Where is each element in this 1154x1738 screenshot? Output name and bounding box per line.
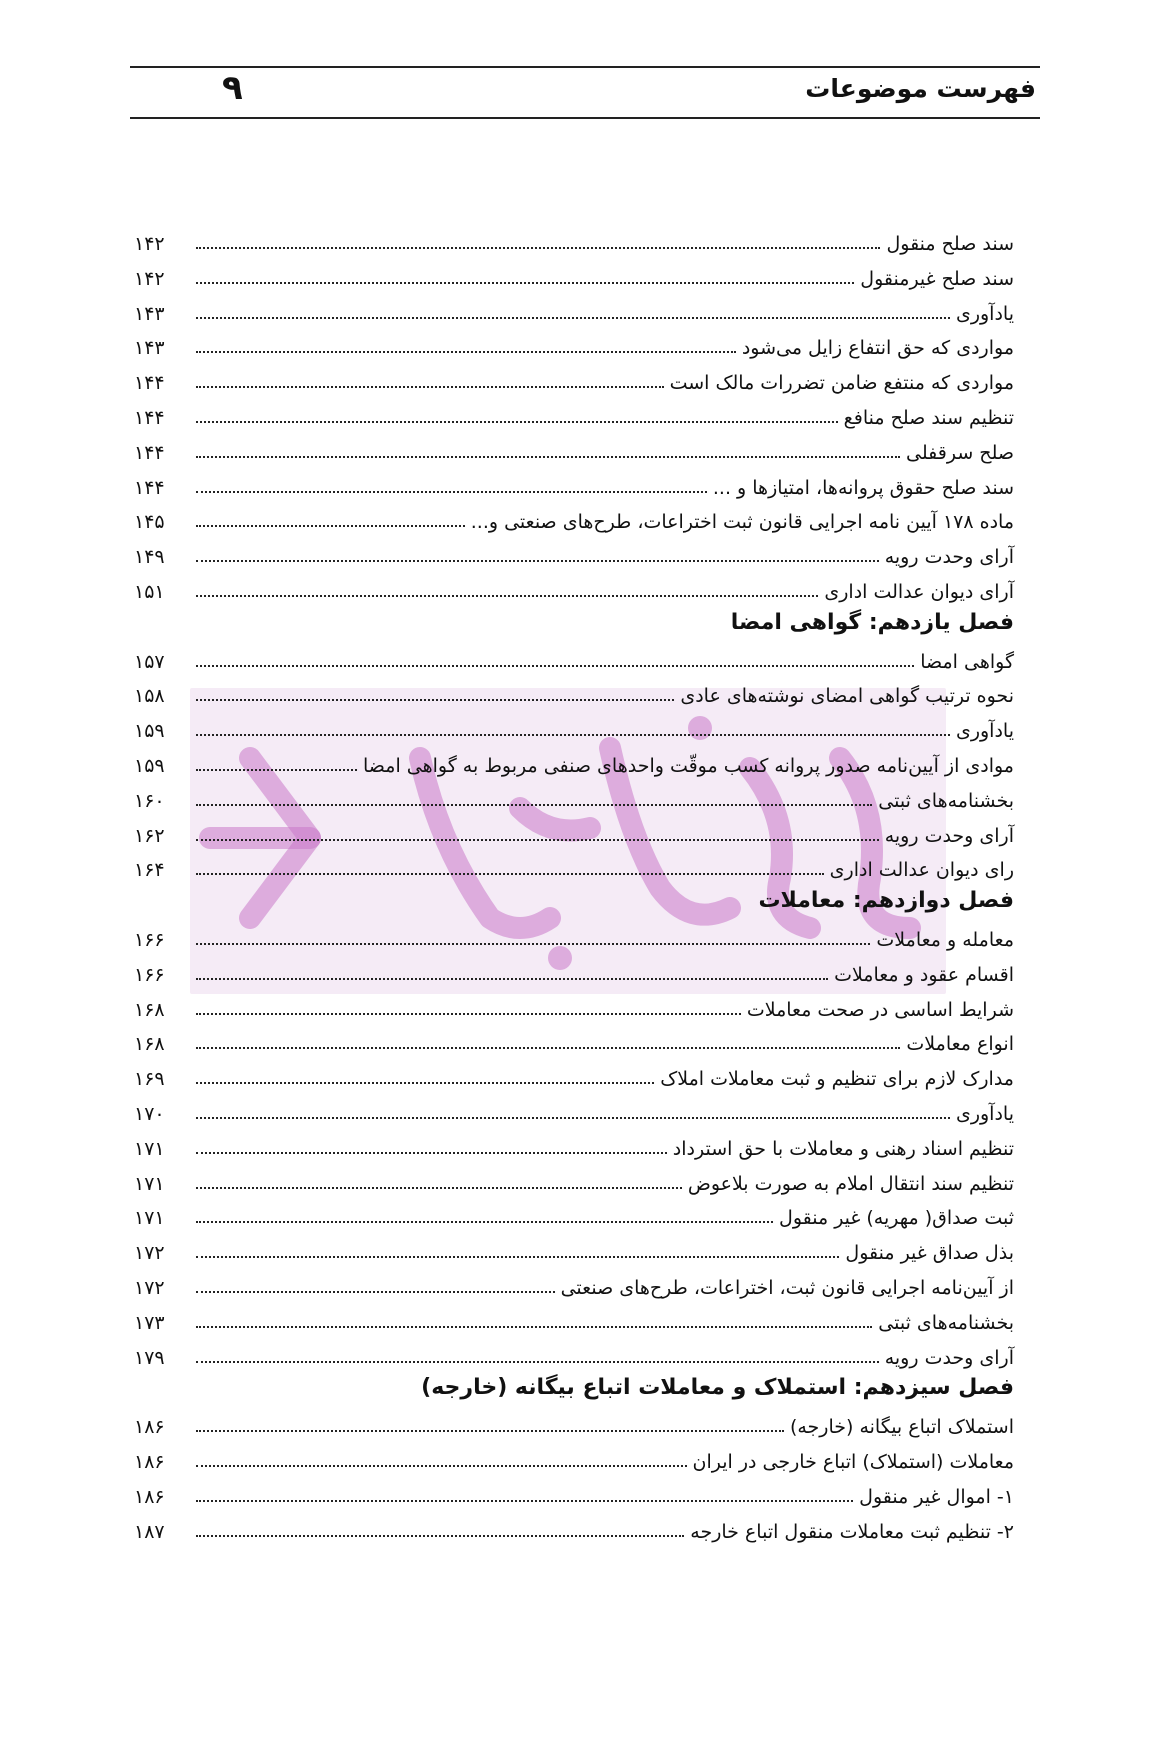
toc-entry-page: ۱۶۸ [134, 998, 165, 1021]
toc-entry[interactable] [134, 260, 1014, 290]
toc-entry-page: ۱۸۶ [134, 1451, 165, 1473]
dot-leader [196, 943, 870, 945]
toc-entry[interactable] [134, 817, 1014, 847]
chapter-heading: فصل یازدهم: گواهی امضا [730, 609, 1014, 635]
running-title: فهرست موضوعات [805, 74, 1036, 103]
toc-entry[interactable] [134, 1339, 1014, 1369]
toc-entry-title: مدارک لازم برای تنظیم و ثبت معاملات املاک [660, 1068, 1014, 1091]
toc-entry-title: یادآوری [955, 720, 1014, 743]
toc-entry-page: ۱۵۹ [134, 755, 165, 777]
toc-entry-title: اقسام عقود و معاملات [834, 963, 1014, 986]
dot-leader [196, 1221, 773, 1223]
dot-leader [196, 491, 707, 493]
toc-entry[interactable] [134, 503, 1014, 533]
dot-leader [196, 1465, 687, 1467]
toc-entry-page: ۱۷۱ [134, 1172, 165, 1195]
toc-entry-title: ۱- اموال غیر منقول [859, 1485, 1014, 1508]
toc-entry-page: ۱۴۳ [134, 302, 165, 325]
toc-entry-title: آرای دیوان عدالت اداری [824, 581, 1014, 603]
toc-entry[interactable] [134, 1478, 1014, 1508]
dot-leader [196, 421, 838, 423]
dot-leader [196, 456, 900, 458]
toc-entry-title: شرایط اساسی در صحت معاملات [746, 998, 1014, 1021]
toc-entry-title: صلح سرقفلی [906, 441, 1014, 464]
toc-entry[interactable] [134, 225, 1014, 255]
toc-entry-page: ۱۵۹ [134, 720, 165, 743]
dot-leader [196, 804, 872, 806]
toc-entry[interactable] [134, 1513, 1014, 1543]
dot-leader [196, 1082, 654, 1084]
toc-entry-title: انواع معاملات [906, 1033, 1014, 1056]
toc-entry[interactable] [134, 573, 1014, 603]
toc-entry[interactable] [134, 1130, 1014, 1160]
dot-leader [196, 1256, 839, 1258]
dot-leader [196, 317, 950, 319]
dot-leader [196, 1291, 555, 1293]
toc-entry[interactable] [134, 747, 1014, 777]
toc-entry-title: ثبت صداق( مهریه) غیر منقول [779, 1207, 1014, 1230]
dot-leader [196, 1152, 667, 1154]
toc-entry[interactable] [134, 1165, 1014, 1195]
header-rule-top [130, 66, 1040, 68]
toc-entry-title: نحوه ترتیب گواهی امضای نوشته‌های عادی [680, 685, 1014, 708]
toc-entry-title: سند صلح غیرمنقول [860, 267, 1014, 290]
toc-entry-page: ۱۷۱ [134, 1207, 165, 1230]
toc-entry-page: ۱۶۹ [134, 1068, 165, 1091]
dot-leader [196, 595, 818, 597]
dot-leader [196, 978, 828, 980]
toc-entry-page: ۱۷۰ [134, 1103, 165, 1125]
toc-entry-title: یادآوری [955, 1103, 1014, 1125]
toc-entry-page: ۱۴۲ [134, 233, 165, 255]
toc-entry[interactable] [134, 1060, 1014, 1090]
toc-entry[interactable] [134, 712, 1014, 742]
toc-entry-page: ۱۶۶ [134, 929, 165, 951]
toc-entry-page: ۱۵۸ [134, 685, 165, 708]
toc-entry-title: بذل صداق غیر منقول [845, 1242, 1014, 1265]
chapter-heading: فصل سیزدهم: استملاک و معاملات اتباع بیگانه (خارجه) [421, 1375, 1014, 1401]
header-rule-bottom [130, 117, 1040, 119]
toc-entry-title: سند صلح حقوق پروانه‌ها، امتیازها و ... [712, 476, 1014, 499]
toc-entry[interactable] [134, 364, 1014, 394]
toc-entry-page: ۱۶۰ [134, 789, 165, 812]
toc-entry[interactable] [134, 1269, 1014, 1299]
toc-entry-title: آرای وحدت رویه [884, 1346, 1014, 1369]
toc-entry[interactable] [134, 851, 1014, 881]
toc-entry-title: بخشنامه‌های ثبتی [878, 789, 1014, 812]
toc-entry-page: ۱۴۴ [134, 441, 165, 464]
toc-entry[interactable] [134, 677, 1014, 707]
dot-leader [196, 1326, 872, 1328]
toc-entry[interactable] [134, 1199, 1014, 1229]
toc-entry-page: ۱۴۹ [134, 546, 165, 569]
dot-leader [196, 1187, 682, 1189]
dot-leader [196, 665, 914, 667]
dot-leader [196, 386, 664, 388]
toc-entry-title: معامله و معاملات [876, 929, 1014, 951]
toc-entry-title: ۲- تنظیم ثبت معاملات منقول اتباع خارجه [690, 1520, 1014, 1543]
toc-entry-page: ۱۷۱ [134, 1137, 165, 1160]
toc-entry-page: ۱۶۶ [134, 963, 165, 986]
toc-entry-title: ماده ۱۷۸ آیین نامه اجرایی قانون ثبت اختراعات، طرح‌های صنعتی و... [470, 511, 1014, 534]
toc-entry-title: سند صلح منقول [886, 233, 1014, 255]
toc-entry-page: ۱۶۲ [134, 824, 165, 847]
dot-leader [196, 734, 950, 736]
dot-leader [196, 769, 357, 771]
dot-leader [196, 1535, 684, 1537]
dot-leader [196, 247, 880, 249]
toc-entry[interactable] [134, 1095, 1014, 1125]
toc-entry-page: ۱۸۶ [134, 1485, 165, 1508]
dot-leader [196, 699, 674, 701]
toc-entry-title: موادی از آیین‌نامه صدور پروانه کسب موقّت واحدهای صنفی مربوط به گواهی امضا [363, 755, 1014, 777]
toc-entry-page: ۱۸۷ [134, 1520, 165, 1543]
dot-leader [196, 1500, 853, 1502]
toc-entry-title: رای دیوان عدالت اداری [829, 859, 1014, 882]
toc-entry-page: ۱۷۲ [134, 1277, 165, 1299]
toc-entry-title: معاملات (استملاک) اتباع خارجی در ایران [692, 1451, 1014, 1473]
toc-entry-page: ۱۵۱ [134, 581, 165, 603]
toc-entry-title: تنظیم اسناد رهنی و معاملات با حق استرداد [672, 1137, 1014, 1160]
toc-entry-title: آرای وحدت رویه [884, 546, 1014, 569]
toc-entry-page: ۱۶۸ [134, 1033, 165, 1056]
toc-entry-page: ۱۷۹ [134, 1346, 165, 1369]
chapter-heading: فصل دوازدهم: معاملات [758, 888, 1014, 914]
toc-entry-title: آرای وحدت رویه [884, 824, 1014, 847]
dot-leader [196, 560, 879, 562]
toc-entry[interactable] [134, 399, 1014, 429]
dot-leader [196, 1430, 784, 1432]
toc-entry-page: ۱۷۳ [134, 1311, 165, 1334]
dot-leader [196, 1047, 900, 1049]
toc-entry-title: مواردی که حق انتفاع زایل می‌شود [741, 337, 1014, 360]
toc-entry[interactable] [134, 956, 1014, 986]
toc-entry-page: ۱۴۳ [134, 337, 165, 360]
toc-entry-page: ۱۴۵ [134, 511, 165, 534]
toc-entry-page: ۱۶۴ [134, 859, 165, 882]
toc-entry[interactable] [134, 469, 1014, 499]
dot-leader [196, 1361, 879, 1363]
toc-entry[interactable] [134, 329, 1014, 359]
toc-entry[interactable] [134, 1025, 1014, 1055]
toc-entry-title: از آیین‌نامه اجرایی قانون ثبت، اختراعات، طرح‌های صنعتی [560, 1277, 1014, 1299]
toc-entry[interactable] [134, 643, 1014, 673]
toc-entry[interactable] [134, 991, 1014, 1021]
dot-leader [196, 839, 879, 841]
toc-entry-title: استملاک اتباع بیگانه (خارجه) [789, 1416, 1014, 1439]
toc-entry-page: ۱۵۷ [134, 650, 165, 673]
toc-entry-title: تنظیم سند انتقال املام به صورت بلاعوض [687, 1172, 1014, 1195]
toc-entry[interactable] [134, 434, 1014, 464]
toc-entry[interactable] [134, 782, 1014, 812]
dot-leader [196, 1013, 741, 1015]
dot-leader [196, 525, 465, 527]
toc-entry-page: ۱۸۶ [134, 1416, 165, 1439]
dot-leader [196, 351, 736, 353]
toc-entry-title: مواردی که منتفع ضامن تضررات مالک است [669, 372, 1014, 395]
dot-leader [196, 282, 854, 284]
toc-entry-page: ۱۴۴ [134, 476, 165, 499]
page-number: ۹ [222, 68, 243, 108]
toc-entry[interactable] [134, 538, 1014, 568]
toc-entry-title: بخشنامه‌های ثبتی [878, 1311, 1014, 1334]
toc-entry-title: گواهی امضا [920, 650, 1014, 673]
toc-entry[interactable] [134, 1443, 1014, 1473]
dot-leader [196, 873, 824, 875]
toc-entry-page: ۱۴۴ [134, 372, 165, 395]
toc-entry[interactable] [134, 295, 1014, 325]
toc-entry-page: ۱۴۴ [134, 407, 165, 429]
toc-entry[interactable] [134, 1408, 1014, 1438]
toc-entry[interactable] [134, 1304, 1014, 1334]
toc-entry[interactable] [134, 1234, 1014, 1264]
dot-leader [196, 1117, 950, 1119]
toc-entry-title: تنظیم سند صلح منافع [843, 407, 1014, 429]
toc-entry-page: ۱۴۲ [134, 267, 165, 290]
toc-entry[interactable] [134, 921, 1014, 951]
toc-entry-page: ۱۷۲ [134, 1242, 165, 1265]
toc-entry-title: یادآوری [955, 302, 1014, 325]
